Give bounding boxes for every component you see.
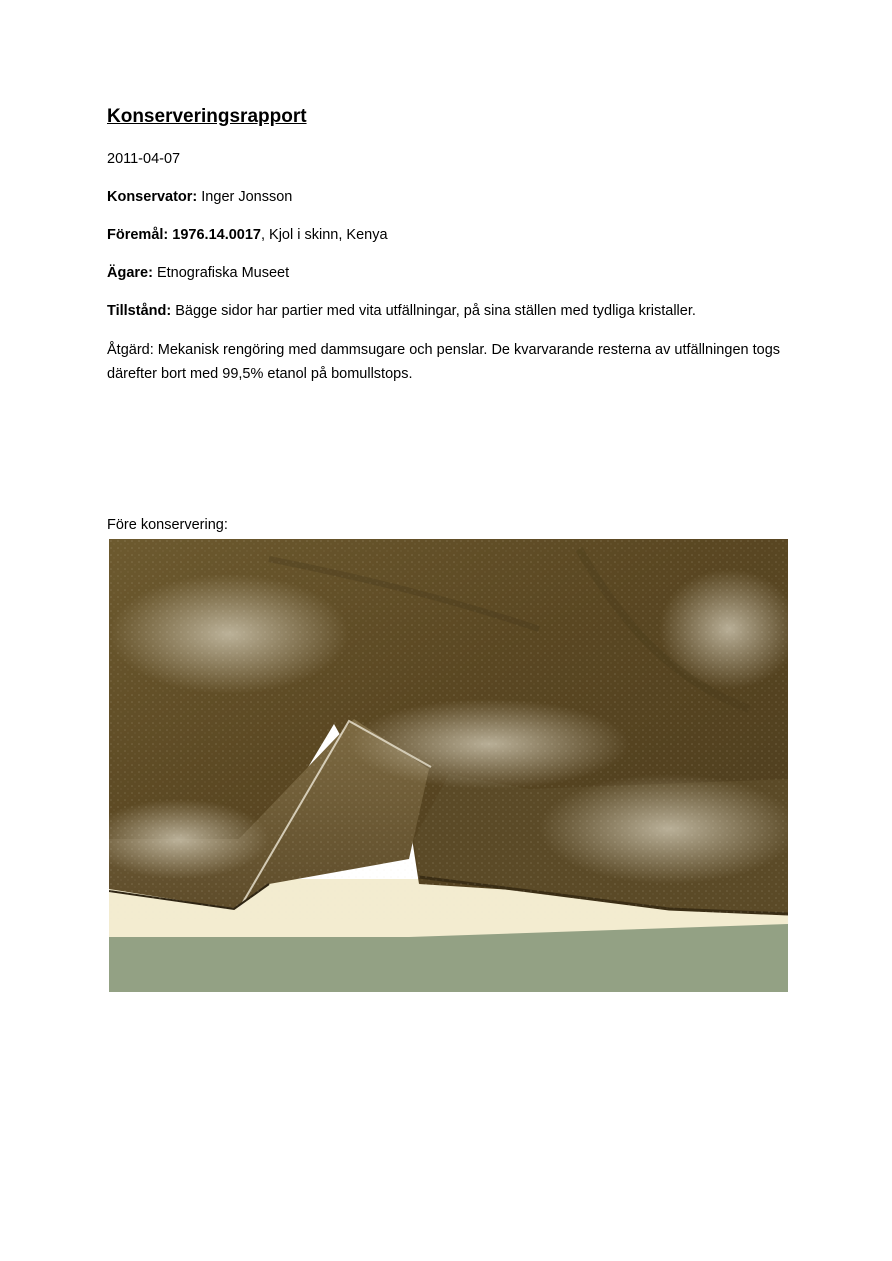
owner-value: Etnografiska Museet <box>156 265 290 281</box>
object-number: 1976.14.0017 <box>172 227 261 243</box>
owner-label: Ägare: <box>107 265 153 281</box>
owner-line <box>107 261 289 285</box>
condition-value: Bägge sidor har partier med vita utfällningar, på sina ställen med tydliga kristaller. <box>175 303 696 319</box>
report-title: Konserveringsrapport <box>107 106 307 127</box>
object-description: , Kjol i skinn, Kenya <box>260 227 388 243</box>
report-date: 2011-04-07 <box>107 151 181 167</box>
condition-label: Tillstånd: <box>107 303 172 319</box>
object-line <box>107 223 388 247</box>
before-caption: Före konservering: <box>107 517 228 533</box>
condition-line <box>107 299 696 323</box>
crystal-speckle <box>109 539 788 919</box>
conservator-label: Konservator: <box>107 189 198 205</box>
object-label: Föremål: <box>107 227 169 243</box>
conservator-line <box>107 185 292 209</box>
treatment-paragraph: Åtgärd: Mekanisk rengöring med dammsugare och penslar. De kvarvarande resterna av utfällningen togs därefter bort med 99,5% etanol på bomullstops. <box>107 342 781 382</box>
conservator-value: Inger Jonsson <box>201 189 293 205</box>
before-conservation-photo <box>109 539 788 992</box>
